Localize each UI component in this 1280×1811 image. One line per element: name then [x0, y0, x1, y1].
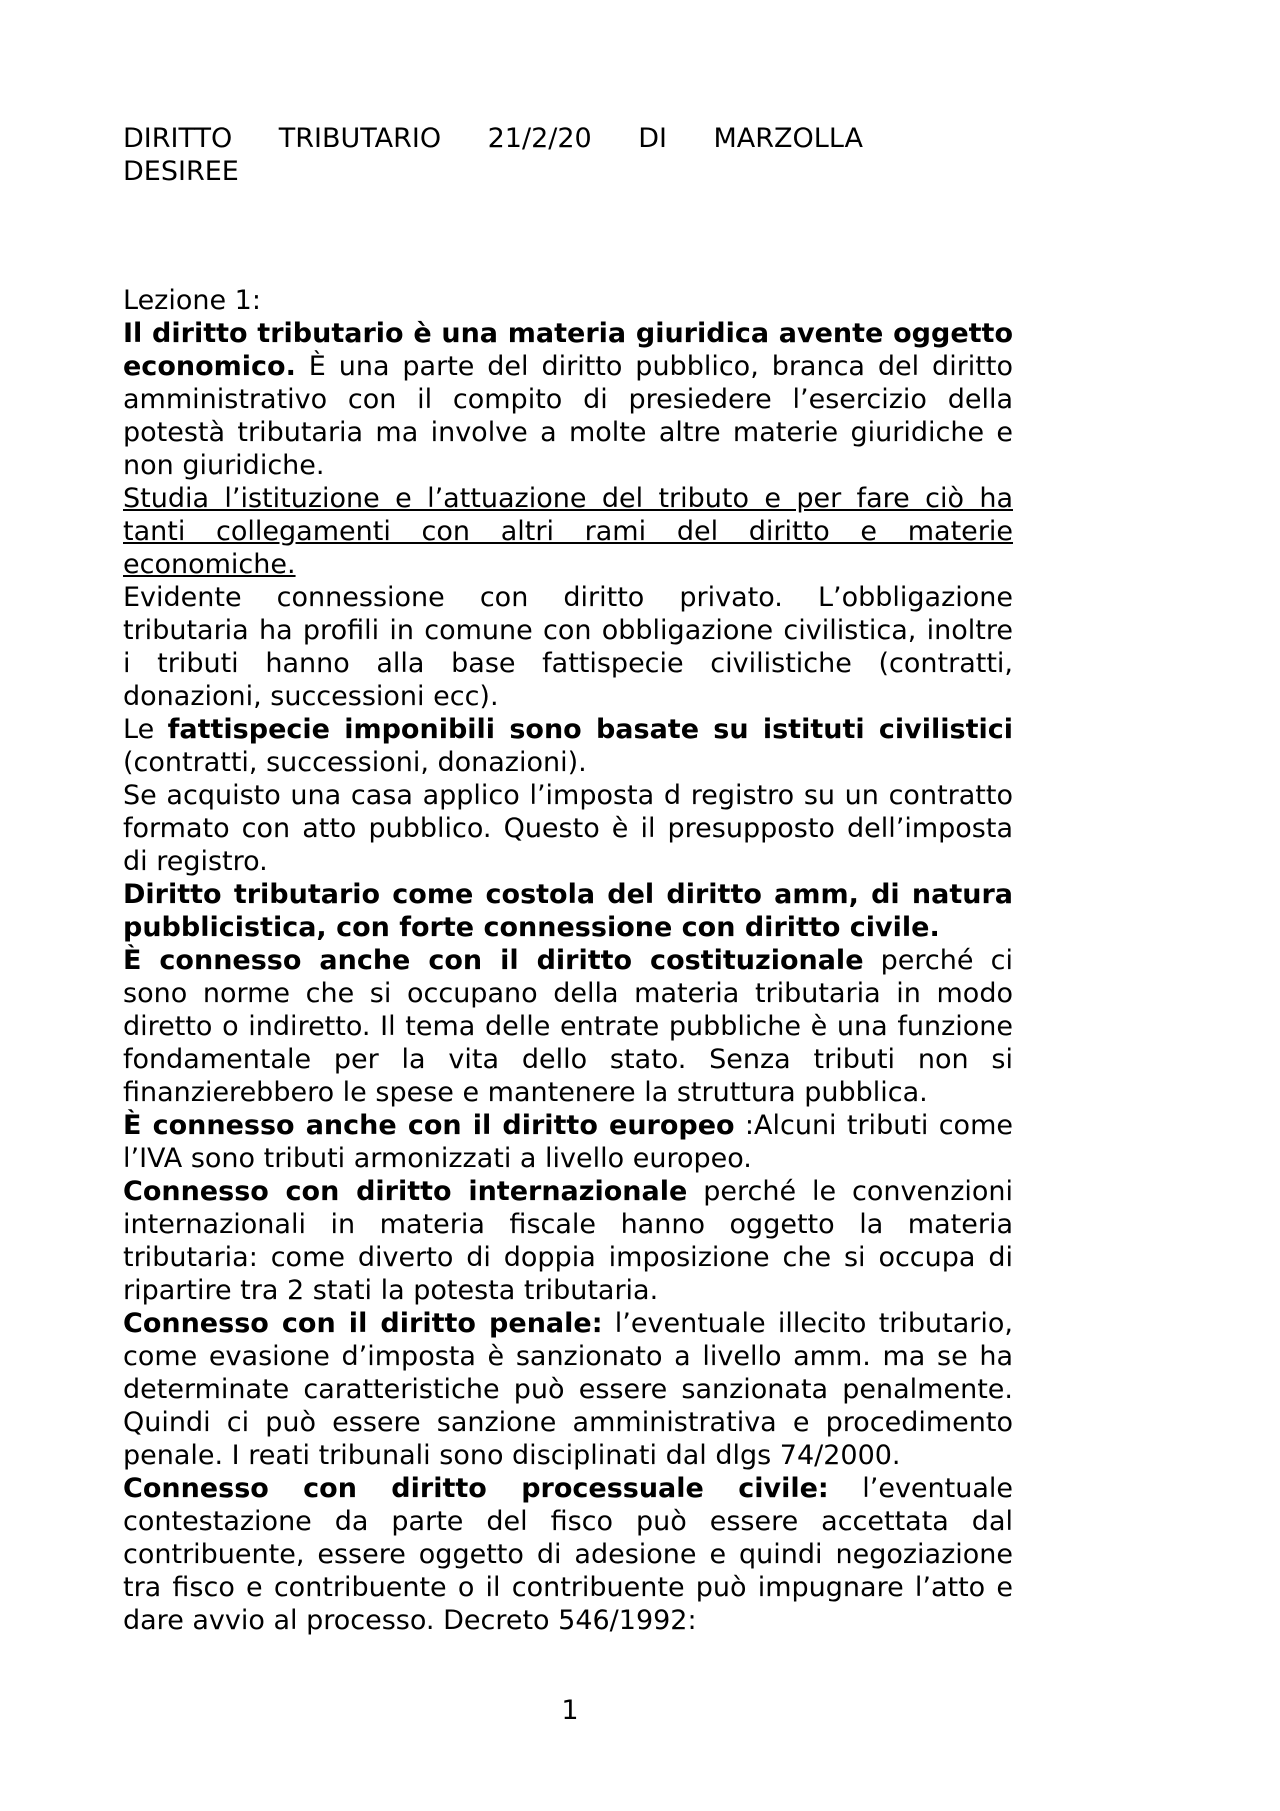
lesson-heading: Lezione 1:	[123, 285, 261, 316]
bold-text: fattispecie imponibili sono basate su istituti civilistici	[167, 714, 1014, 745]
bold-text: Il diritto tributario è una materia giuridica avente oggetto economico.	[123, 318, 1013, 382]
paragraph-registro	[123, 779, 1013, 878]
title-line-2: DESIREE	[123, 156, 239, 187]
paragraph-intro	[123, 317, 1013, 482]
text: :Alcuni tributi come l’IVA sono tributi armonizzati a livello europeo.	[123, 1110, 1013, 1174]
paragraph-fattispecie	[123, 713, 1013, 779]
bold-text: Connesso con il diritto penale:	[123, 1308, 603, 1339]
document-title	[123, 122, 863, 188]
text: Studia l’istituzione e l’attuazione del tributo e per fare ciò ha tanti collegamenti con altri rami del diritto e materie economiche.	[123, 483, 1013, 580]
paragraph-processuale	[123, 1472, 1013, 1637]
text: Evidente connessione con diritto privato. L’obbligazione tributaria ha profili in comune con obbligazione civilistica, inoltre i tributi hanno alla base fattispecie civilistiche (contratti, donazioni, successioni ecc).	[123, 582, 1013, 712]
page-number: 1	[561, 1695, 579, 1726]
text: l’eventuale contestazione da parte del fisco può essere accettata dal contribuente, essere oggetto di adesione e quindi negoziazione tra fisco e contribuente o il contribuente può impugnare l’atto e dare avvio al processo. Decreto 546/1992:	[123, 1473, 1014, 1636]
paragraph-costola	[123, 878, 1013, 944]
paragraph-costituzionale	[123, 944, 1013, 1109]
document-body	[123, 284, 1013, 1637]
title-word: DIRITTO	[123, 123, 233, 154]
paragraph-internazionale	[123, 1175, 1013, 1307]
title-line-1	[123, 122, 863, 155]
text: Se acquisto una casa applico l’imposta d registro su un contratto formato con atto pubblico. Questo è il presupposto dell’imposta di registro.	[123, 780, 1013, 877]
bold-text: Connesso con diritto internazionale	[123, 1176, 688, 1207]
title-word: MARZOLLA	[713, 123, 863, 154]
bold-text: È connesso anche con il diritto europeo	[123, 1110, 735, 1141]
paragraph-penale	[123, 1307, 1013, 1472]
text: È una parte del diritto pubblico, branca del diritto amministrativo con il compito di presiedere l’esercizio della potestà tributaria ma involve a molte altre materie giuridiche e non giuridiche.	[123, 351, 1013, 481]
text: l’eventuale illecito tributario, come evasione d’imposta è sanzionato a livello amm. ma se ha determinate caratteristiche può essere sanzionata penalmente. Quindi ci può essere sanzione amministrativa e procedimento penale. I reati tribunali sono disciplinati dal dlgs 74/2000.	[123, 1308, 1013, 1471]
title-word: DI	[638, 123, 667, 154]
paragraph-europeo	[123, 1109, 1013, 1175]
paragraph-underlined	[123, 482, 1013, 581]
title-word: TRIBUTARIO	[278, 123, 442, 154]
bold-text: Connesso con diritto processuale civile:	[123, 1473, 829, 1504]
text: Le	[123, 714, 168, 745]
text: perché ci sono norme che si occupano della materia tributaria in modo diretto o indiretto. Il tema delle entrate pubbliche è una funzione fondamentale per la vita dello stato. Senza tributi non si finanzierebbero le spese e mantenere la struttura pubblica.	[123, 945, 1013, 1108]
text: perché le convenzioni internazionali in materia fiscale hanno oggetto la materia tributaria: come diverto di doppia imposizione che si occupa di ripartire tra 2 stati la potesta tributaria.	[123, 1176, 1014, 1306]
bold-text: È connesso anche con il diritto costituzionale	[123, 945, 864, 976]
bold-text: Diritto tributario come costola del diritto amm, di natura pubblicistica, con forte connessione con diritto civile.	[123, 879, 1013, 943]
paragraph-private-law	[123, 581, 1013, 713]
title-word: 21/2/20	[487, 123, 592, 154]
text: (contratti, successioni, donazioni).	[123, 747, 587, 778]
